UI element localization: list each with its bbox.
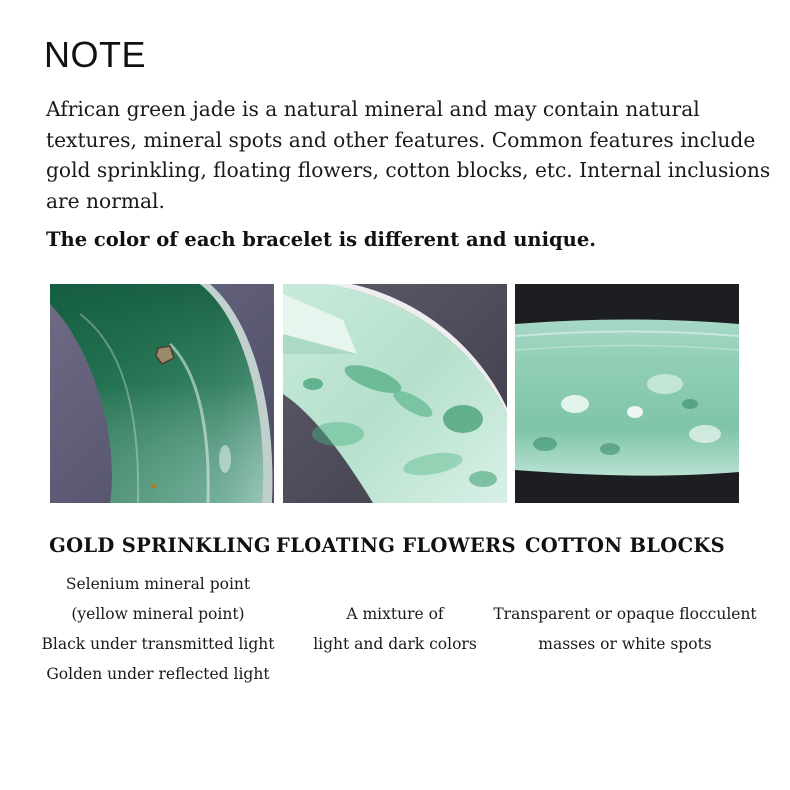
floating-flowers-description <box>290 599 500 659</box>
floating-flowers-label: FLOATING FLOWERS <box>276 534 516 557</box>
cotton-blocks-label: COTTON BLOCKS <box>524 534 726 557</box>
note-title: NOTE <box>44 34 147 75</box>
intro-paragraph: African green jade is a natural mineral and may contain natural textures, mineral spots and other features. Common features include gold sprinkling, floating flowers, cotton blocks, etc. Internal inclusions are normal. <box>46 97 771 213</box>
description-line: Transparent or opaque flocculent <box>493 605 757 623</box>
cotton-blocks-description <box>490 599 760 659</box>
cotton-blocks-photo <box>515 284 739 503</box>
floating-flowers-photo <box>283 284 507 503</box>
gold-sprinkling-label: GOLD SPRINKLING <box>49 534 271 557</box>
description-line: (yellow mineral point) <box>71 605 245 623</box>
description-line: Black under transmitted light <box>41 635 275 653</box>
description-line: Golden under reflected light <box>46 665 270 683</box>
gold-sprinkling-photo <box>50 284 274 503</box>
description-line: Selenium mineral point <box>65 575 251 593</box>
uniqueness-statement: The color of each bracelet is different and unique. <box>46 228 597 251</box>
description-line: light and dark colors <box>313 635 477 653</box>
description-line: masses or white spots <box>538 635 712 653</box>
gold-sprinkling-description <box>30 569 286 689</box>
description-line: A mixture of <box>346 605 444 623</box>
